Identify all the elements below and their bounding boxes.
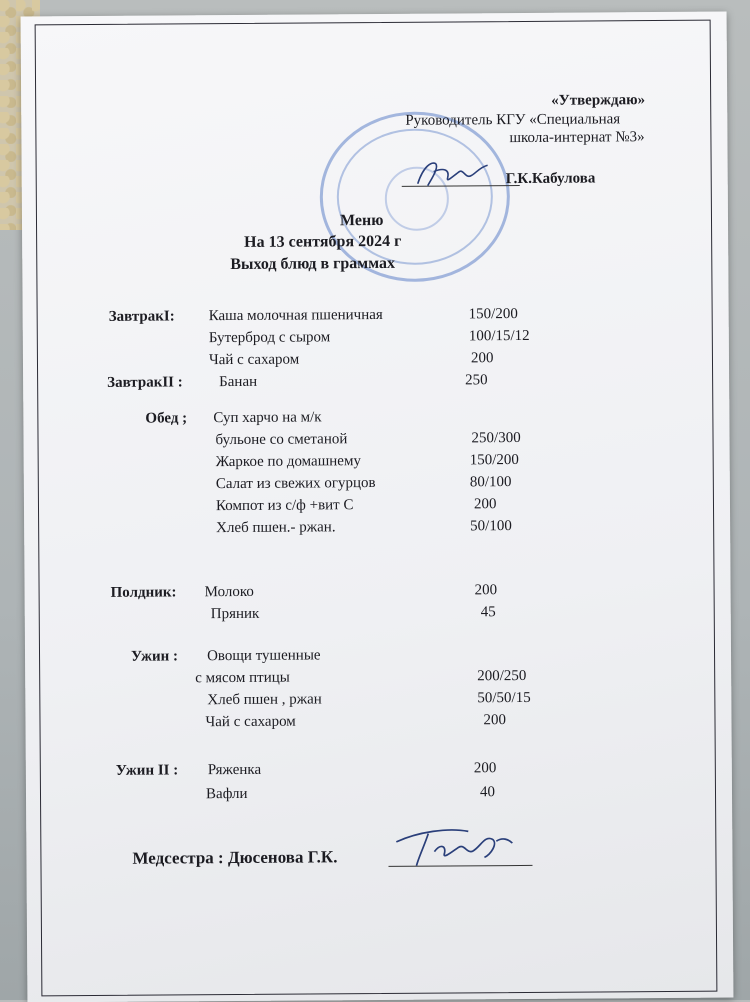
meal-label-breakfast-1: ЗавтракI:	[108, 308, 175, 325]
document-title: Меню	[339, 211, 384, 230]
menu-item-amount: 150/200	[468, 306, 518, 323]
menu-item-name: Компот из с/ф +вит С	[215, 497, 354, 515]
approval-director-name: Г.К.Кабулова	[505, 170, 596, 188]
menu-item-amount: 45	[480, 604, 496, 621]
menu-item-amount: 100/15/12	[468, 327, 530, 345]
menu-document	[21, 12, 734, 1002]
menu-item-name: Чай с сахаром	[205, 713, 296, 731]
meal-label-breakfast-2: ЗавтракII :	[107, 374, 183, 391]
menu-item-name: Пряник	[210, 605, 260, 623]
menu-item-amount: 250/300	[471, 429, 521, 447]
menu-item-amount: 200	[473, 496, 497, 513]
menu-item-name: Банан	[219, 373, 258, 391]
menu-item-name: Суп харчо на м/к	[213, 409, 322, 427]
nurse-signature-label: Медсестра : Дюсенова Г.К.	[132, 847, 338, 868]
menu-item-amount: 250	[465, 372, 488, 389]
approval-position-line-2: школа-интернат №3»	[509, 129, 645, 147]
menu-subtitle: Выход блюд в граммах	[230, 254, 396, 274]
menu-item-amount: 40	[479, 784, 496, 801]
menu-item-amount: 150/200	[469, 452, 519, 469]
menu-item-amount: 200	[483, 712, 507, 729]
menu-item-amount: 200	[474, 582, 498, 599]
menu-item-amount: 50/100	[470, 518, 512, 535]
menu-item-name: Ряженка	[207, 761, 262, 779]
meal-label-afternoon-snack: Полдник:	[110, 584, 177, 601]
menu-item-name: Молоко	[204, 583, 254, 601]
menu-item-name: Жаркое по домашнему	[215, 453, 361, 471]
menu-item-name: Овощи тушенные	[206, 647, 321, 665]
meal-label-lunch: Обед ;	[145, 410, 188, 427]
menu-item-amount: 200	[473, 760, 497, 777]
menu-item-name: Вафли	[205, 785, 248, 803]
nurse-signature	[388, 821, 518, 872]
menu-item-amount: 200	[470, 350, 494, 367]
menu-item-name: Хлеб пшен , ржан	[207, 691, 322, 709]
meal-label-dinner: Ужин :	[130, 648, 179, 665]
menu-date: На 13 сентября 2024 г	[244, 232, 402, 251]
menu-item-name: Чай с сахаром	[208, 351, 300, 369]
menu-item-name: Каша молочная пшеничная	[208, 306, 383, 325]
menu-item-name: с мясом птицы	[195, 669, 290, 687]
approval-title: «Утверждаю»	[551, 92, 646, 109]
menu-item-name: Салат из свежих огурцов	[215, 475, 376, 493]
director-signature	[414, 155, 494, 192]
approval-position-line-1: Руководитель КГУ «Специальная	[405, 111, 621, 129]
meal-label-dinner-2: Ужин II :	[115, 762, 179, 779]
menu-item-amount: 80/100	[469, 474, 512, 491]
menu-item-name: Бутерброд с сыром	[208, 329, 331, 347]
menu-item-name: бульоне со сметаной	[215, 431, 348, 449]
menu-item-amount: 200/250	[477, 667, 527, 685]
menu-item-name: Хлеб пшен.- ржан.	[216, 519, 336, 537]
menu-item-amount: 50/50/15	[477, 689, 531, 707]
